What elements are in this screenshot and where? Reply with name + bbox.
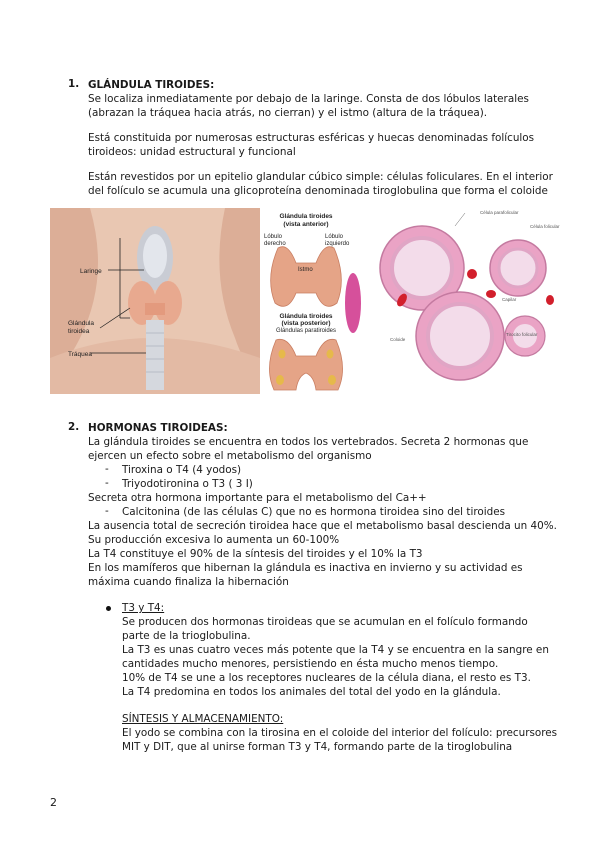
paragraph-line: En los mamíferos que hibernan la glándula es inactiva en invierno y su actividad es [88,562,523,574]
paragraph-line: La T4 constituye el 90% de la síntesis del tiroides y el 10% la T3 [88,548,423,560]
label-capilar: Capilar [502,297,517,302]
paragraph-line: Están revestidos por un epitelio glandular cúbico simple: células foliculares. En el interior [88,171,553,183]
label-lobulo-derecho-1: Lóbulo [264,234,283,240]
label-folicular: Célula folicular [530,224,560,229]
bullet-icon [106,606,111,611]
paragraph-line: La glándula tiroides se encuentra en todos los vertebrados. Secreta 2 hormonas que [88,436,529,448]
paragraph-line: MIT y DIT, que al unirse forman T3 y T4, formando parte de la tiroglobulina [122,741,513,753]
thyroid-figure [50,208,560,394]
follicle-diagram [345,208,560,394]
anterior-subtitle: (vista anterior) [283,221,329,228]
posterior-subtitle: (vista posterior) [281,320,331,327]
anterior-title: Glándula tiroides [279,213,333,220]
paragraph-line: máxima cuando finaliza la hibernación [88,576,289,588]
list-item: Calcitonina (de las células C) que no es hormona tiroidea sino del tiroides [122,506,506,518]
paragraph-line: La T3 es unas cuatro veces más potente que la T4 y se encuentra en la sangre en [122,644,549,656]
paragraph-line: El yodo se combina con la tirosina en el coloide del interior del folículo: precursores [122,727,558,739]
label-lobulo-derecho-2: derecho [264,241,286,247]
label-coloide: Coloide [390,337,406,342]
section-2-number: 2. [68,421,80,433]
label-tiroidea: tiroidea [68,328,90,335]
paratiroides-label: Glándulas paratiroides [275,328,337,334]
label-lobulo-izq-2: izquierdo [325,241,350,247]
label-lobulo-izq-1: Lóbulo [325,234,344,240]
paragraph-line: La ausencia total de secreción tiroidea hace que el metabolismo basal descienda un 40%. [88,520,557,532]
paragraph-line: Está constituida por numerosas estructuras esféricas y huecas denominadas folículos [88,132,535,144]
dash-marker: - [105,463,109,475]
thyroid-views [260,208,352,394]
label-laringe: Laringe [80,268,102,275]
paragraph-line: ejercen un efecto sobre el metabolismo del organismo [88,450,372,462]
subheading: SÍNTESIS Y ALMACENAMIENTO: [122,713,284,725]
bullet-heading: T3 y T4: [122,602,165,614]
label-tirocito: Tirocito folicular [506,332,538,337]
paragraph-line: 10% de T4 se une a los receptores nucleares de la célula diana, el resto es T3. [122,672,531,684]
label-istmo: Istmo [298,267,313,273]
paragraph-line: parte de la trioglobulina. [122,630,251,642]
list-item: Tiroxina o T4 (4 yodos) [122,464,242,476]
paragraph-line: tiroideos: unidad estructural y funcional [88,146,296,158]
paragraph-line: Se localiza inmediatamente por debajo de la laringe. Consta de dos lóbulos laterales [88,93,529,105]
neck-illustration [50,208,260,394]
paragraph-line: Secreta otra hormona importante para el metabolismo del Ca++ [88,492,427,504]
dash-marker: - [105,505,109,517]
paragraph-line: cantidades mucho menores, persistiendo en ésta mucho menos tiempo. [122,658,499,670]
list-item: Triyodotironina o T3 ( 3 I) [122,478,253,490]
dash-marker: - [105,477,109,489]
section-1-title: GLÁNDULA TIROIDES: [88,79,215,91]
paragraph-line: (abrazan la tráquea hacia atrás, no cierran) y el istmo (altura de la tráquea). [88,107,488,119]
posterior-title: Glándula tiroides [279,313,333,320]
paragraph-line: La T4 predomina en todos los animales del total del yodo en la glándula. [122,686,501,698]
paragraph-line: Se producen dos hormonas tiroideas que se acumulan en el folículo formando [122,616,528,628]
label-glandula: Glándula [68,320,95,327]
section-2-title: HORMONAS TIROIDEAS: [88,422,228,434]
label-traquea: Tráquea [68,351,92,358]
label-parafolicular: Célula parafolicular [480,210,519,215]
section-1-number: 1. [68,78,80,90]
page-number: 2 [50,796,57,809]
paragraph-line: Su producción excesiva lo aumenta un 60-100% [88,534,340,546]
paragraph-line: del folículo se acumula una glicoproteína denominada tiroglobulina que forma el coloide [88,185,548,197]
